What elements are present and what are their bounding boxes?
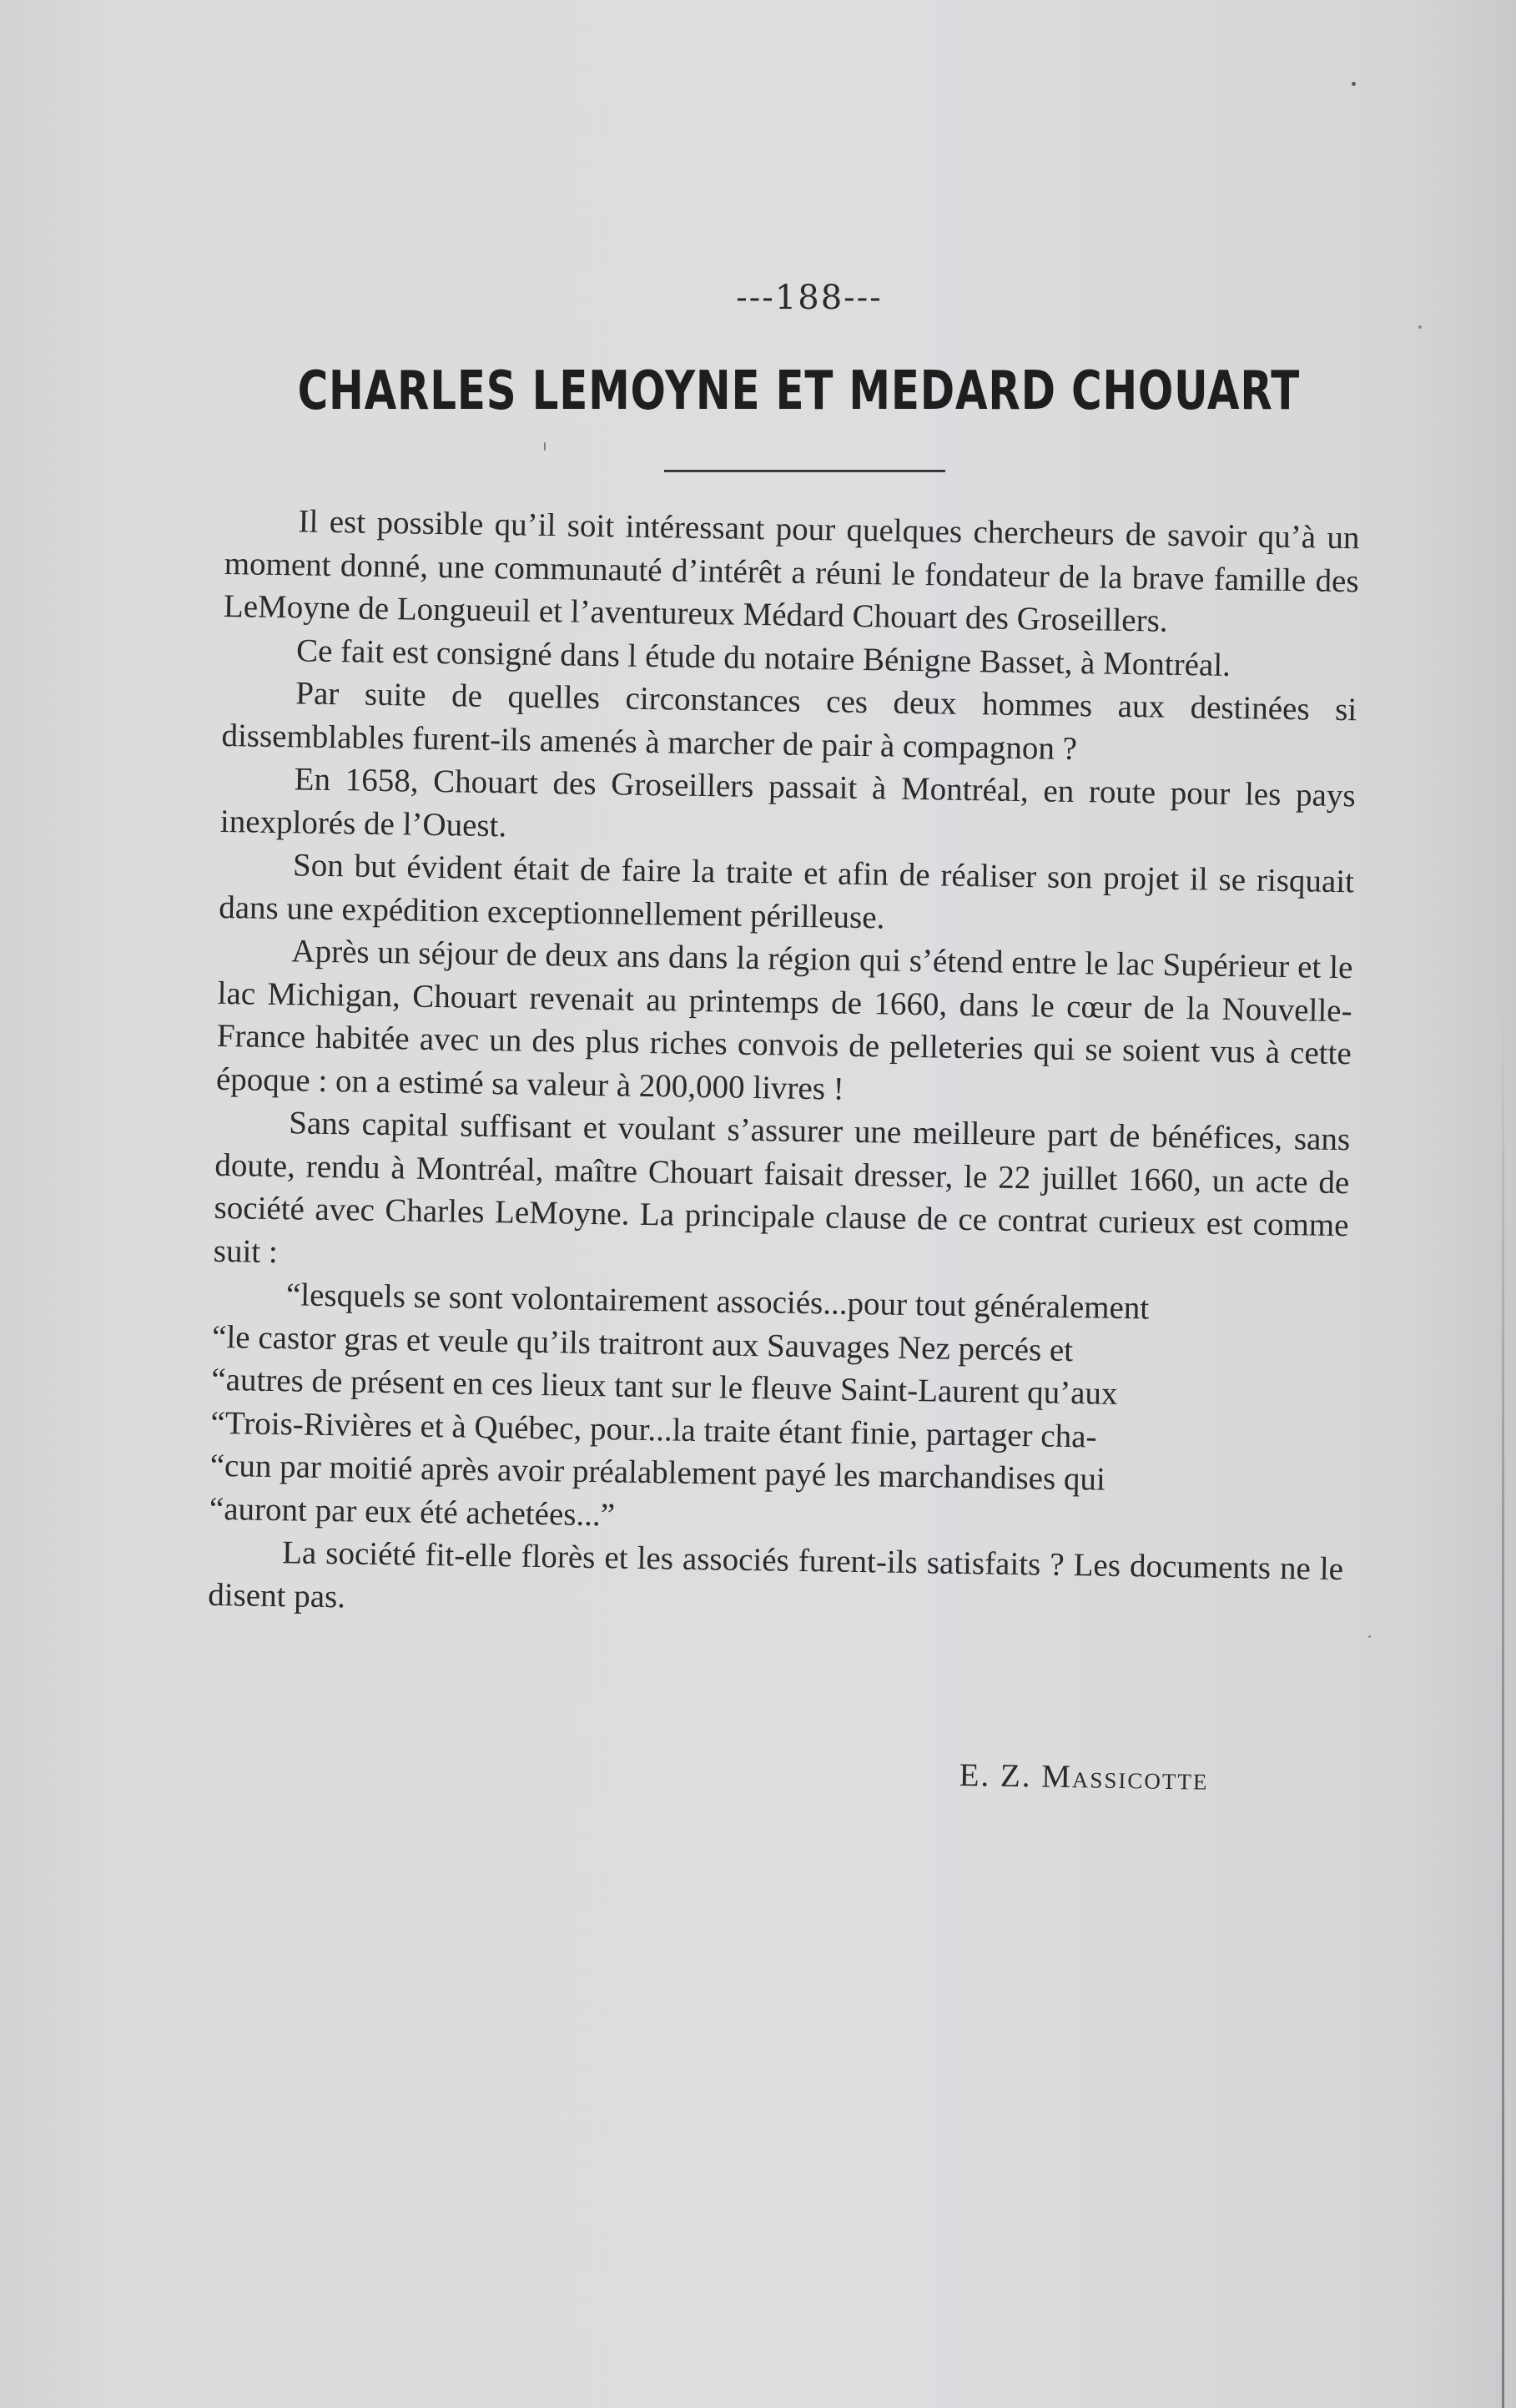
quote-line: “lesquels se sont volontairement associés...pour tout généralement xyxy=(285,1277,1150,1327)
quote-line: “Trois-Rivières et à Québec, pour...la traite étant finie, partager cha- xyxy=(210,1404,1097,1455)
paragraph: Par suite de quelles circonstances ces deux hommes aux destinées si dissemblables furent-ils amenés à marcher de pair à compagnon ? xyxy=(221,675,1357,767)
quote-line: “auront par eux été achetées...” xyxy=(209,1490,616,1533)
title-rule xyxy=(664,470,945,472)
article-title: CHARLES LEMOYNE ET MEDARD CHOUART xyxy=(297,360,1301,422)
contract-quote xyxy=(209,1272,1348,1548)
paragraph: Sans capital suffisant et voulant s’assurer une meilleure part de bénéfices, sans doute, rendu à Montréal, maître Chouart faisait dresser, le 22 juillet 1660, un acte de société avec Charles LeMoyne. La principale clause de ce contrat curieux est comme suit : xyxy=(213,1105,1351,1270)
paragraph: Ce fait est consigné dans l étude du notaire Bénigne Basset, à Montréal. xyxy=(295,632,1231,683)
page-edge-shadow xyxy=(1502,1001,1504,2408)
paragraph: En 1658, Chouart des Groseillers passait à Montréal, en route pour les pays inexplorés de l’Ouest. xyxy=(219,761,1356,844)
paper-speck xyxy=(544,442,546,451)
paper-speck xyxy=(1368,1635,1371,1638)
paragraph: Son but évident était de faire la traite et afin de réaliser son projet il se risquait dans une expédition exceptionnellement périlleuse. xyxy=(218,847,1355,935)
paper-speck xyxy=(1352,82,1356,86)
author-signature: E. Z. Massicotte xyxy=(959,1756,1209,1797)
quote-line: “autres de présent en ces lieux tant sur le fleuve Saint-Laurent qu’aux xyxy=(211,1361,1118,1412)
paper-speck xyxy=(1418,325,1422,329)
paragraph: Il est possible qu’il soit intéressant pour quelques chercheurs de savoir qu’à un moment donné, une communauté d’intérêt a réuni le fondateur de la brave famille des LeMoyne de Longueuil et l’aventureux Médard Chouart des Groseillers. xyxy=(223,503,1360,639)
quote-line: “cun par moitié après avoir préalablement payé les marchandises qui xyxy=(209,1447,1106,1498)
closing-paragraph: La société fit-elle florès et les associés furent-ils satisfaits ? Les documents ne le disent pas. xyxy=(208,1534,1344,1615)
paragraph: Après un séjour de deux ans dans la région qui s’étend entre le lac Supérieur et le lac Michigan, Chouart revenait au printemps de 1660, dans le cœur de la Nouvelle-France habitée avec un des plus riches convois de pelleteries qui se soient vus à cette époque : on a estimé sa valeur à 200,000 livres ! xyxy=(215,933,1353,1107)
quote-line: “le castor gras et veule qu’ils traitront aux Sauvages Nez percés et xyxy=(211,1318,1074,1368)
page-number: ---188--- xyxy=(736,279,883,317)
article-body xyxy=(208,499,1360,1634)
